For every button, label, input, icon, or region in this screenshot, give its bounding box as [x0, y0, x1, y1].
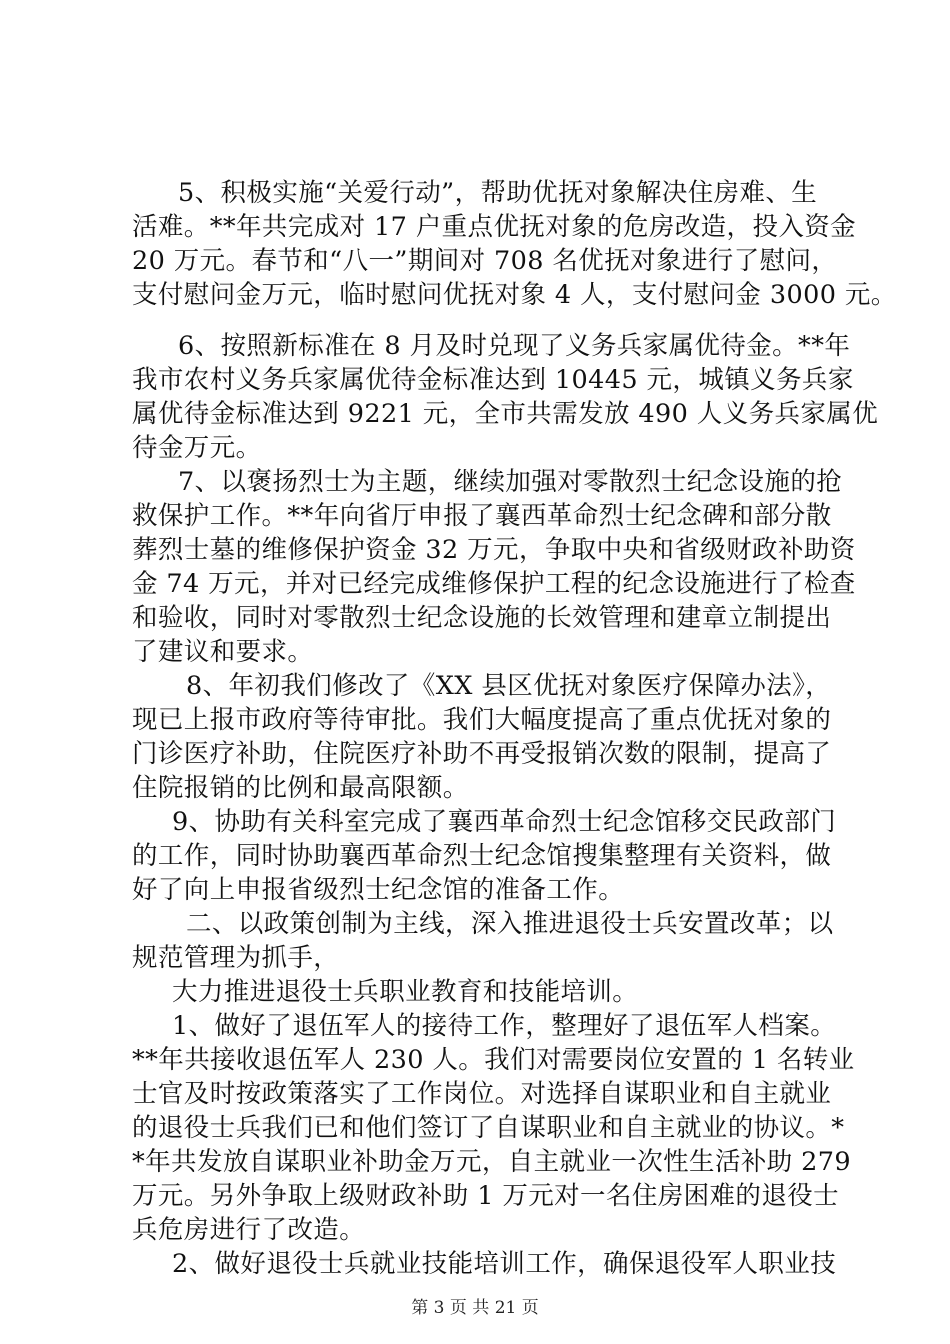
item-1-line-6: 万元。另外争取上级财政补助 1 万元对一名住房困难的退役士: [132, 1181, 840, 1211]
paragraph-6-line-3: 属优待金标准达到 9221 元，全市共需发放 490 人义务兵家属优: [132, 399, 879, 429]
section-2-heading-line-2: 规范管理为抓手，: [132, 943, 340, 973]
paragraph-6-line-4: 待金万元。: [132, 433, 262, 463]
paragraph-5-line-4: 支付慰问金万元，临时慰问优抚对象 4 人，支付慰问金 3000 元。: [132, 280, 897, 310]
item-1-line-5: *年共发放自谋职业补助金万元，自主就业一次性生活补助 279: [132, 1147, 852, 1177]
paragraph-6-line-1: 6、按照新标准在 8 月及时兑现了义务兵家属优待金。**年: [178, 331, 851, 361]
paragraph-5-line-2: 活难。**年共完成对 17 户重点优抚对象的危房改造，投入资金: [132, 212, 857, 242]
paragraph-7-line-1: 7、以褒扬烈士为主题，继续加强对零散烈士纪念设施的抢: [178, 467, 843, 497]
item-1-line-7: 兵危房进行了改造。: [132, 1215, 366, 1245]
item-1-line-1: 1、做好了退伍军人的接待工作，整理好了退伍军人档案。: [172, 1011, 837, 1041]
item-2-line-1: 2、做好退役士兵就业技能培训工作，确保退役军人职业技: [172, 1249, 837, 1279]
item-1-line-4: 的退役士兵我们已和他们签订了自谋职业和自主就业的协议。*: [132, 1113, 845, 1143]
paragraph-7-line-5: 和验收，同时对零散烈士纪念设施的长效管理和建章立制提出: [132, 603, 832, 633]
paragraph-8-line-2: 现已上报市政府等待审批。我们大幅度提高了重点优抚对象的: [132, 705, 832, 735]
paragraph-9-line-1: 9、协助有关科室完成了襄西革命烈士纪念馆移交民政部门: [172, 807, 837, 837]
paragraph-7-line-2: 救保护工作。**年向省厅申报了襄西革命烈士纪念碑和部分散: [132, 501, 832, 531]
paragraph-7-line-6: 了建议和要求。: [132, 637, 314, 667]
paragraph-7-line-4: 金 74 万元，并对已经完成维修保护工程的纪念设施进行了检查: [132, 569, 856, 599]
paragraph-9-line-3: 好了向上申报省级烈士纪念馆的准备工作。: [132, 875, 625, 905]
page-number-footer: 第 3 页 共 21 页: [411, 1298, 539, 1318]
section-2-heading-line-1: 二、以政策创制为主线，深入推进退役士兵安置改革；以: [186, 909, 834, 939]
paragraph-7-line-3: 葬烈士墓的维修保护资金 32 万元，争取中央和省级财政补助资: [132, 535, 856, 565]
paragraph-8-line-1: 8、年初我们修改了《XX 县区优抚对象医疗保障办法》，: [186, 671, 832, 701]
paragraph-5-line-1: 5、积极实施“关爱行动”，帮助优抚对象解决住房难、生: [178, 178, 818, 208]
item-1-line-3: 士官及时按政策落实了工作岗位。对选择自谋职业和自主就业: [132, 1079, 832, 1109]
paragraph-6-line-2: 我市农村义务兵家属优待金标准达到 10445 元，城镇义务兵家: [132, 365, 854, 395]
paragraph-5-line-3: 20 万元。春节和“八一”期间对 708 名优抚对象进行了慰问，: [132, 246, 838, 276]
paragraph-8-line-4: 住院报销的比例和最高限额。: [132, 773, 469, 803]
section-2-heading-line-3: 大力推进退役士兵职业教育和技能培训。: [172, 977, 639, 1007]
item-1-line-2: **年共接收退伍军人 230 人。我们对需要岗位安置的 1 名转业: [132, 1045, 855, 1075]
paragraph-9-line-2: 的工作，同时协助襄西革命烈士纪念馆搜集整理有关资料，做: [132, 841, 832, 871]
paragraph-8-line-3: 门诊医疗补助，住院医疗补助不再受报销次数的限制，提高了: [132, 739, 832, 769]
